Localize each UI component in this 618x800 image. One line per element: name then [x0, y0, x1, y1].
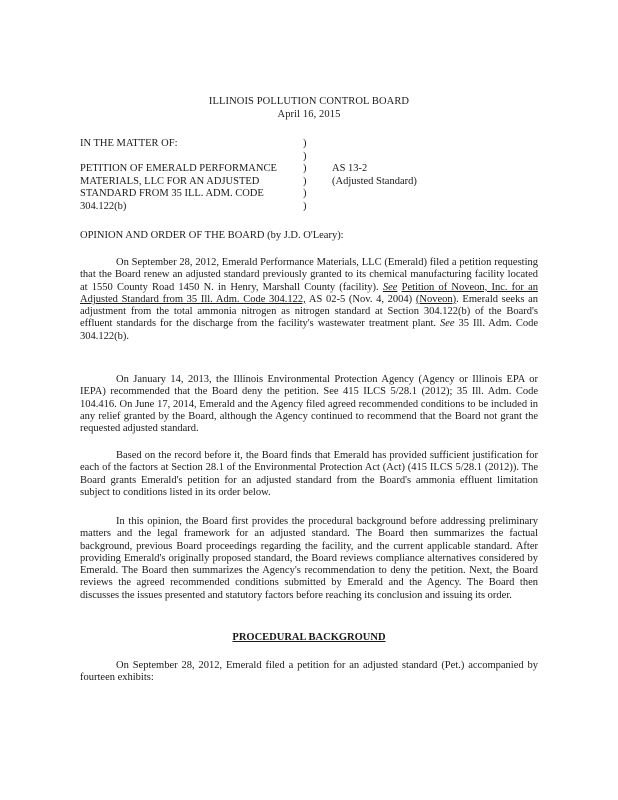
case-type: (Adjusted Standard)	[332, 175, 417, 187]
paragraph-5	[80, 660, 538, 685]
paren: )	[303, 175, 307, 187]
p5-text: On September 28, 2012, Emerald filed a petition for an adjusted standard (Pet.) accompanied by fourteen exhibits:	[80, 660, 538, 684]
p1-see-2: See	[440, 318, 455, 330]
p3-text: Based on the record before it, the Board finds that Emerald has provided sufficient justification for each of the factors at Section 28.1 of the Environmental Protection Act (Act) (415 ILCS 5/28.1 (2012)). The Board grants Emerald's petition for an adjusted standard from the Board's ammonia effluent limitation subject to conditions listed in its order below.	[80, 450, 538, 498]
caption-line: STANDARD FROM 35 ILL. ADM. CODE	[80, 188, 264, 200]
p1-see: See	[382, 281, 398, 293]
caption-line: IN THE MATTER OF:	[80, 138, 178, 149]
caption-parentheses	[303, 138, 307, 214]
paren: )	[303, 138, 307, 149]
p1-text: On September 28, 2012, Emerald Performance Materials, LLC (Emerald) filed a petition requesting that the Board renew an adjusted standard previously granted to its chemical manufacturing facility located at 1550 County Road 1450 N. in Henry, Marshall County (facility).	[80, 257, 538, 293]
section-heading	[0, 632, 618, 643]
agency-title: ILLINOIS POLLUTION CONTROL BOARD	[208, 96, 410, 107]
paren: )	[303, 163, 307, 175]
p2-text: On January 14, 2013, the Illinois Environmental Protection Agency (Agency or Illinois EPA or IEPA) recommended that the Board deny the petition. See 415 ILCS 5/28.1 (2012); 35 Ill. Adm. Code 104.416. On June 17, 2014, Emerald and the Agency filed agreed recommended conditions to be included in any relief granted by the Board, although the Agency continued to recommend that the Board not grant the requested adjusted standard.	[80, 374, 538, 435]
section-heading-text: PROCEDURAL BACKGROUND	[232, 632, 386, 643]
case-number-block	[332, 163, 417, 188]
case-number: AS 13-2	[332, 163, 368, 174]
p1-short-cite: (Noveon)	[415, 293, 457, 305]
p4-text: In this opinion, the Board first provides the procedural background before addressing preliminary matters and the legal framework for an adjusted standard. The Board then summarizes the factual background, previous Board proceedings regarding the facility, and the current applicable standard. After providing Emerald's originally proposed standard, the Board reviews compliance alternatives considered by Emerald. The Board then summarizes the Agency's recommendation to deny the petition. Next, the Board reviews the agreed recommended conditions submitted by Emerald and the Agency. The Board then discusses the issues presented and statutory factors before reaching its conclusion and issuing its order.	[80, 516, 538, 601]
paren: )	[303, 188, 307, 200]
caption-line	[80, 151, 277, 164]
opinion-heading: OPINION AND ORDER OF THE BOARD (by J.D. O'Leary):	[80, 230, 344, 241]
paren: )	[303, 150, 307, 162]
case-caption	[80, 138, 277, 214]
paragraph-1	[80, 257, 538, 343]
paragraph-2	[80, 374, 538, 435]
p1-text-c: . Emerald seeks an adjustment from the total ammonia nitrogen as nitrogen standard at Section 304.122(b) of the Board's effluent standards for the discharge from the facility's wastewater treatment plant.	[80, 293, 538, 330]
p1-text-d: 35 Ill. Adm. Code 304.122(b).	[80, 318, 539, 342]
p1-citation: Petition of Noveon, Inc. for an Adjusted Standard from 35 Ill. Adm. Code 304.122,	[80, 281, 538, 305]
p1-text-b: AS 02-5 (Nov. 4, 2004)	[308, 293, 413, 305]
paragraph-4	[80, 516, 538, 602]
document-date: April 16, 2015	[277, 109, 341, 120]
paren: )	[303, 200, 307, 212]
caption-line: 304.122(b)	[80, 200, 127, 212]
paragraph-3	[80, 450, 538, 499]
caption-line: MATERIALS, LLC FOR AN ADJUSTED	[80, 175, 260, 187]
caption-line: PETITION OF EMERALD PERFORMANCE	[80, 163, 277, 175]
